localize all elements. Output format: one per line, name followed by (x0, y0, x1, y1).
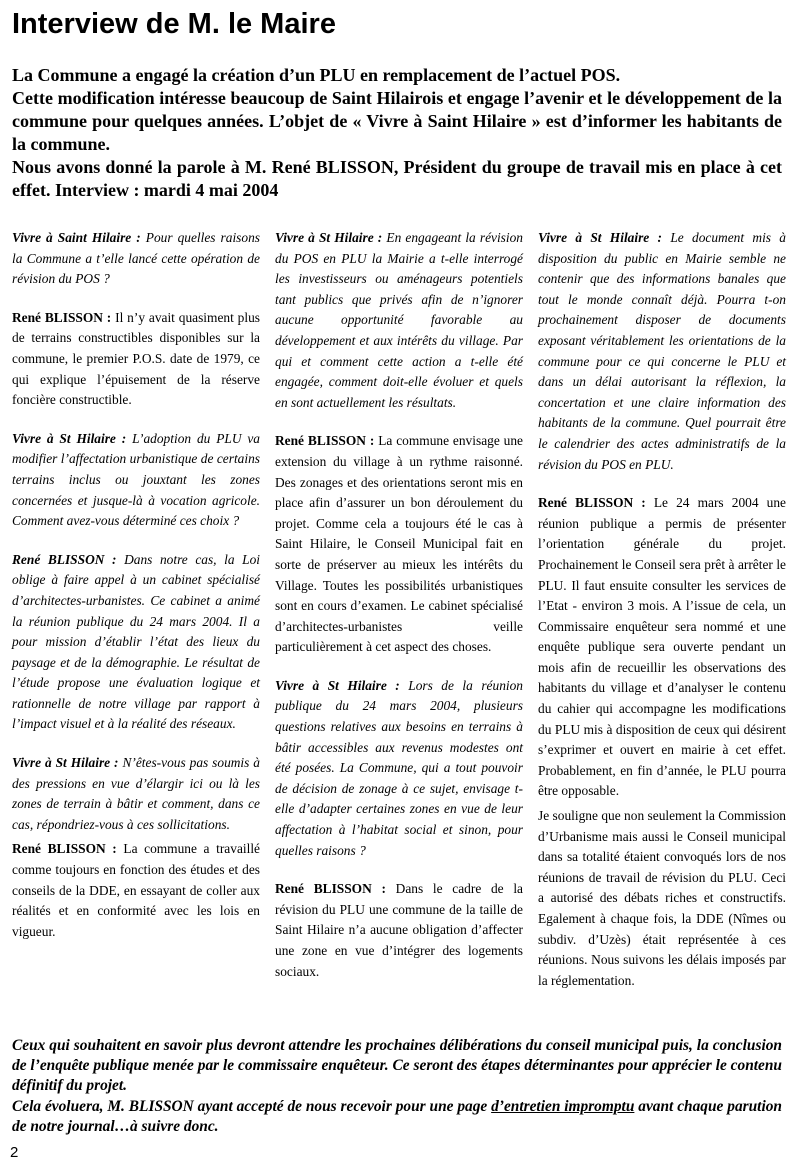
block-text: L’adoption du PLU va modifier l’affectation urbanistique de certains terrains inclus ou jouxtant les zones concernées et jusque-là à vocation agricole. Comment avez-vous déterminé ces choix ? (12, 430, 260, 529)
speaker-label: Vivre à St Hilaire : (538, 230, 663, 245)
interview-column-3 (538, 228, 786, 1009)
article-conclusion (12, 1036, 782, 1137)
conclusion-paragraph (12, 1097, 782, 1137)
conclusion-text: avant chaque parution de notre journal…à suivre donc. (12, 1097, 782, 1135)
block-text: Pour quelles raisons la Commune a t’elle lancé cette opération de révision du POS ? (12, 230, 260, 287)
conclusion-text: Cela évoluera, M. BLISSON ayant accepté de nous recevoir pour une page (12, 1097, 492, 1115)
speaker-label: Vivre à St Hilaire : (12, 755, 119, 771)
interview-block (275, 879, 523, 982)
interview-block (12, 308, 260, 411)
block-text: Dans le cadre de la révision du PLU une commune de la taille de Saint Hilaire n’a aucune obligation d’affecter une zone en vue d’intégrer des logements sociaux. (275, 881, 523, 979)
speaker-label: René BLISSON : (275, 433, 375, 449)
conclusion-paragraph: Ceux qui souhaitent en savoir plus devront attendre les prochaines délibérations du conseil municipal puis, la conclusion de l’enquête publique menée par le commissaire enquêteur. Ce seront des étapes déterminantes pour apprécier le contenu définitif du projet. (12, 1037, 782, 1095)
intro-paragraph: La Commune a engagé la création d’un PLU en remplacement de l’actuel POS. (12, 65, 621, 85)
block-text: Dans notre cas, la Loi oblige à faire appel à un cabinet spécialisé d’architectes-urbanistes. Ce cabinet a animé la réunion publique du 24 mars 2004. Il a pour mission d’établir l’état des lieux du paysage et de la démographie. Le résultat de l’étude propose une évaluation logique et rationnelle de notre village par rapport à l’impact visuel et à la réalité des réseaux. (12, 551, 260, 732)
speaker-label: René BLISSON : (538, 495, 646, 511)
speaker-label: René BLISSON : (12, 551, 117, 567)
block-text: En engageant la révision du POS en PLU la Mairie a t-elle interrogé les investisseurs ou aménageurs potentiels tant publics que privés afin de n’ignorer aucune opportunité favorable au développement et aux intérêts du village. Par qui et comment cette action a t-elle été engagée, comment doit-elle évoluer et quels en sont actuellement les résultats. (275, 230, 523, 410)
interview-block (12, 753, 260, 835)
speaker-label: Vivre à St Hilaire : (275, 230, 383, 245)
speaker-label: Vivre à Saint Hilaire : (12, 230, 141, 245)
speaker-label: Vivre à St Hilaire : (275, 677, 400, 693)
interview-block (538, 806, 786, 991)
block-text: La commune a travaillé comme toujours en fonction des études et des conseils de la DDE, en essayant de coller aux réalités et en conformité avec les lois en vigueur. (12, 841, 260, 939)
block-text: Le document mis à disposition du public en Mairie semble ne contenir que des informations banales que tout le monde connaît déjà. Pourra t-on prochainement disposer de documents exposant véritablement les orientations de la commune pour ce qui concerne le PLU et dans un délai autorisant la réflexion, la concertation et une claire information des habitants de la commune. Quel pourrait être le calendrier des actes administratifs de la révision du POS en PLU. (538, 230, 787, 472)
block-text: Le 24 mars 2004 une réunion publique a permis de présenter l’orientation générale du projet. Prochainement le Conseil sera prêt à arrêter le PLU. Il faut ensuite consulter les services de l’Etat - environ 3 mois. A l’issue de cela, un Commissaire enquêteur sera nommé et une enquête publique sera ouverte pendant un mois afin de recueillir les observations des habitants du village et d’analyser le contenu du cahier qui accompagne les modifications du PLU mis à disposition de ceux qui désirent s’exprimer et ouvert en mairie à cet effet. Probablement, en fin d’année, le PLU pourra être opposable. (538, 495, 786, 799)
interview-column-1 (12, 228, 260, 960)
intro-paragraph: Cette modification intéresse beaucoup de Saint Hilairois et engage l’avenir et le développement de la commune pour quelques années. L’objet de « Vivre à Saint Hilaire » est d’informer les habitants de la commune. (12, 88, 782, 154)
speaker-label: René BLISSON : (12, 841, 117, 857)
block-text: N’êtes-vous pas soumis à des pressions en vue d’élargir ici ou là les zones de terrain à bâtir et comment, dans ce cas, répondriez-vous à ces sollicitations. (12, 755, 261, 832)
block-text: Je souligne que non seulement la Commission d’Urbanisme mais aussi le Conseil municipal dans sa totalité étaient convoqués lors de nos réunions de travail de révision du PLU. Ceci a autorisé des débats riches et constructifs. Egalement à chaque fois, la DDE (Nîmes ou subdiv. d’Uzès) était représentée à ces réunions. Nous suivons les délais imposés par la réglementation. (538, 808, 786, 988)
page-number: 2 (10, 1144, 19, 1161)
interview-column-2 (275, 228, 523, 1000)
block-text: La commune envisage une extension du village à un rythme raisonné. Des zonages et des orientations seront mis en place afin d’assurer un bon déroulement du projet. Comme cela a toujours été le cas à Saint Hilaire, le Conseil Municipal fait en sorte de préserver au mieux les intérêts du Village. Toutes les possibilités urbanistiques sont en cours d’examen. Le cabinet spécialisé d’architectes-urbanistes veille particulièrement à cet aspect des choses. (275, 433, 523, 655)
interview-block (275, 676, 523, 861)
interview-block (12, 839, 260, 942)
article-title: Interview de M. le Maire (12, 8, 336, 40)
block-text: Il n’y avait quasiment plus de terrains constructibles disponibles sur la commune, le premier P.O.S. date de 1979, ce qui explique l’épuisement de la réserve foncière constructible. (12, 309, 260, 408)
intro-paragraph: Nous avons donné la parole à M. René BLISSON, Président du groupe de travail mis en place à cet effet. Interview : mardi 4 mai 2004 (12, 157, 782, 200)
speaker-label: René BLISSON : (12, 309, 112, 325)
interview-block (275, 228, 523, 413)
block-text: Lors de la réunion publique du 24 mars 2004, plusieurs questions relatives aux besoins en terrains à bâtir accessibles aux revenus modestes ont été posées. La Commune, qui a tout pouvoir de décision de zonage à ce sujet, envisage t-elle d’adapter certaines zones en vue de leur affectation à l’habitat social et sinon, pour quelles raisons ? (275, 677, 524, 858)
speaker-label: René BLISSON : (275, 881, 386, 897)
interview-block (12, 429, 260, 532)
interview-block (12, 550, 260, 735)
interview-block (12, 228, 260, 290)
interview-block (538, 228, 786, 475)
interview-block (275, 431, 523, 658)
interview-block (538, 493, 786, 802)
article-intro (12, 64, 782, 202)
speaker-label: Vivre à St Hilaire : (12, 430, 127, 446)
underlined-phrase: d’entretien impromptu (491, 1097, 635, 1115)
